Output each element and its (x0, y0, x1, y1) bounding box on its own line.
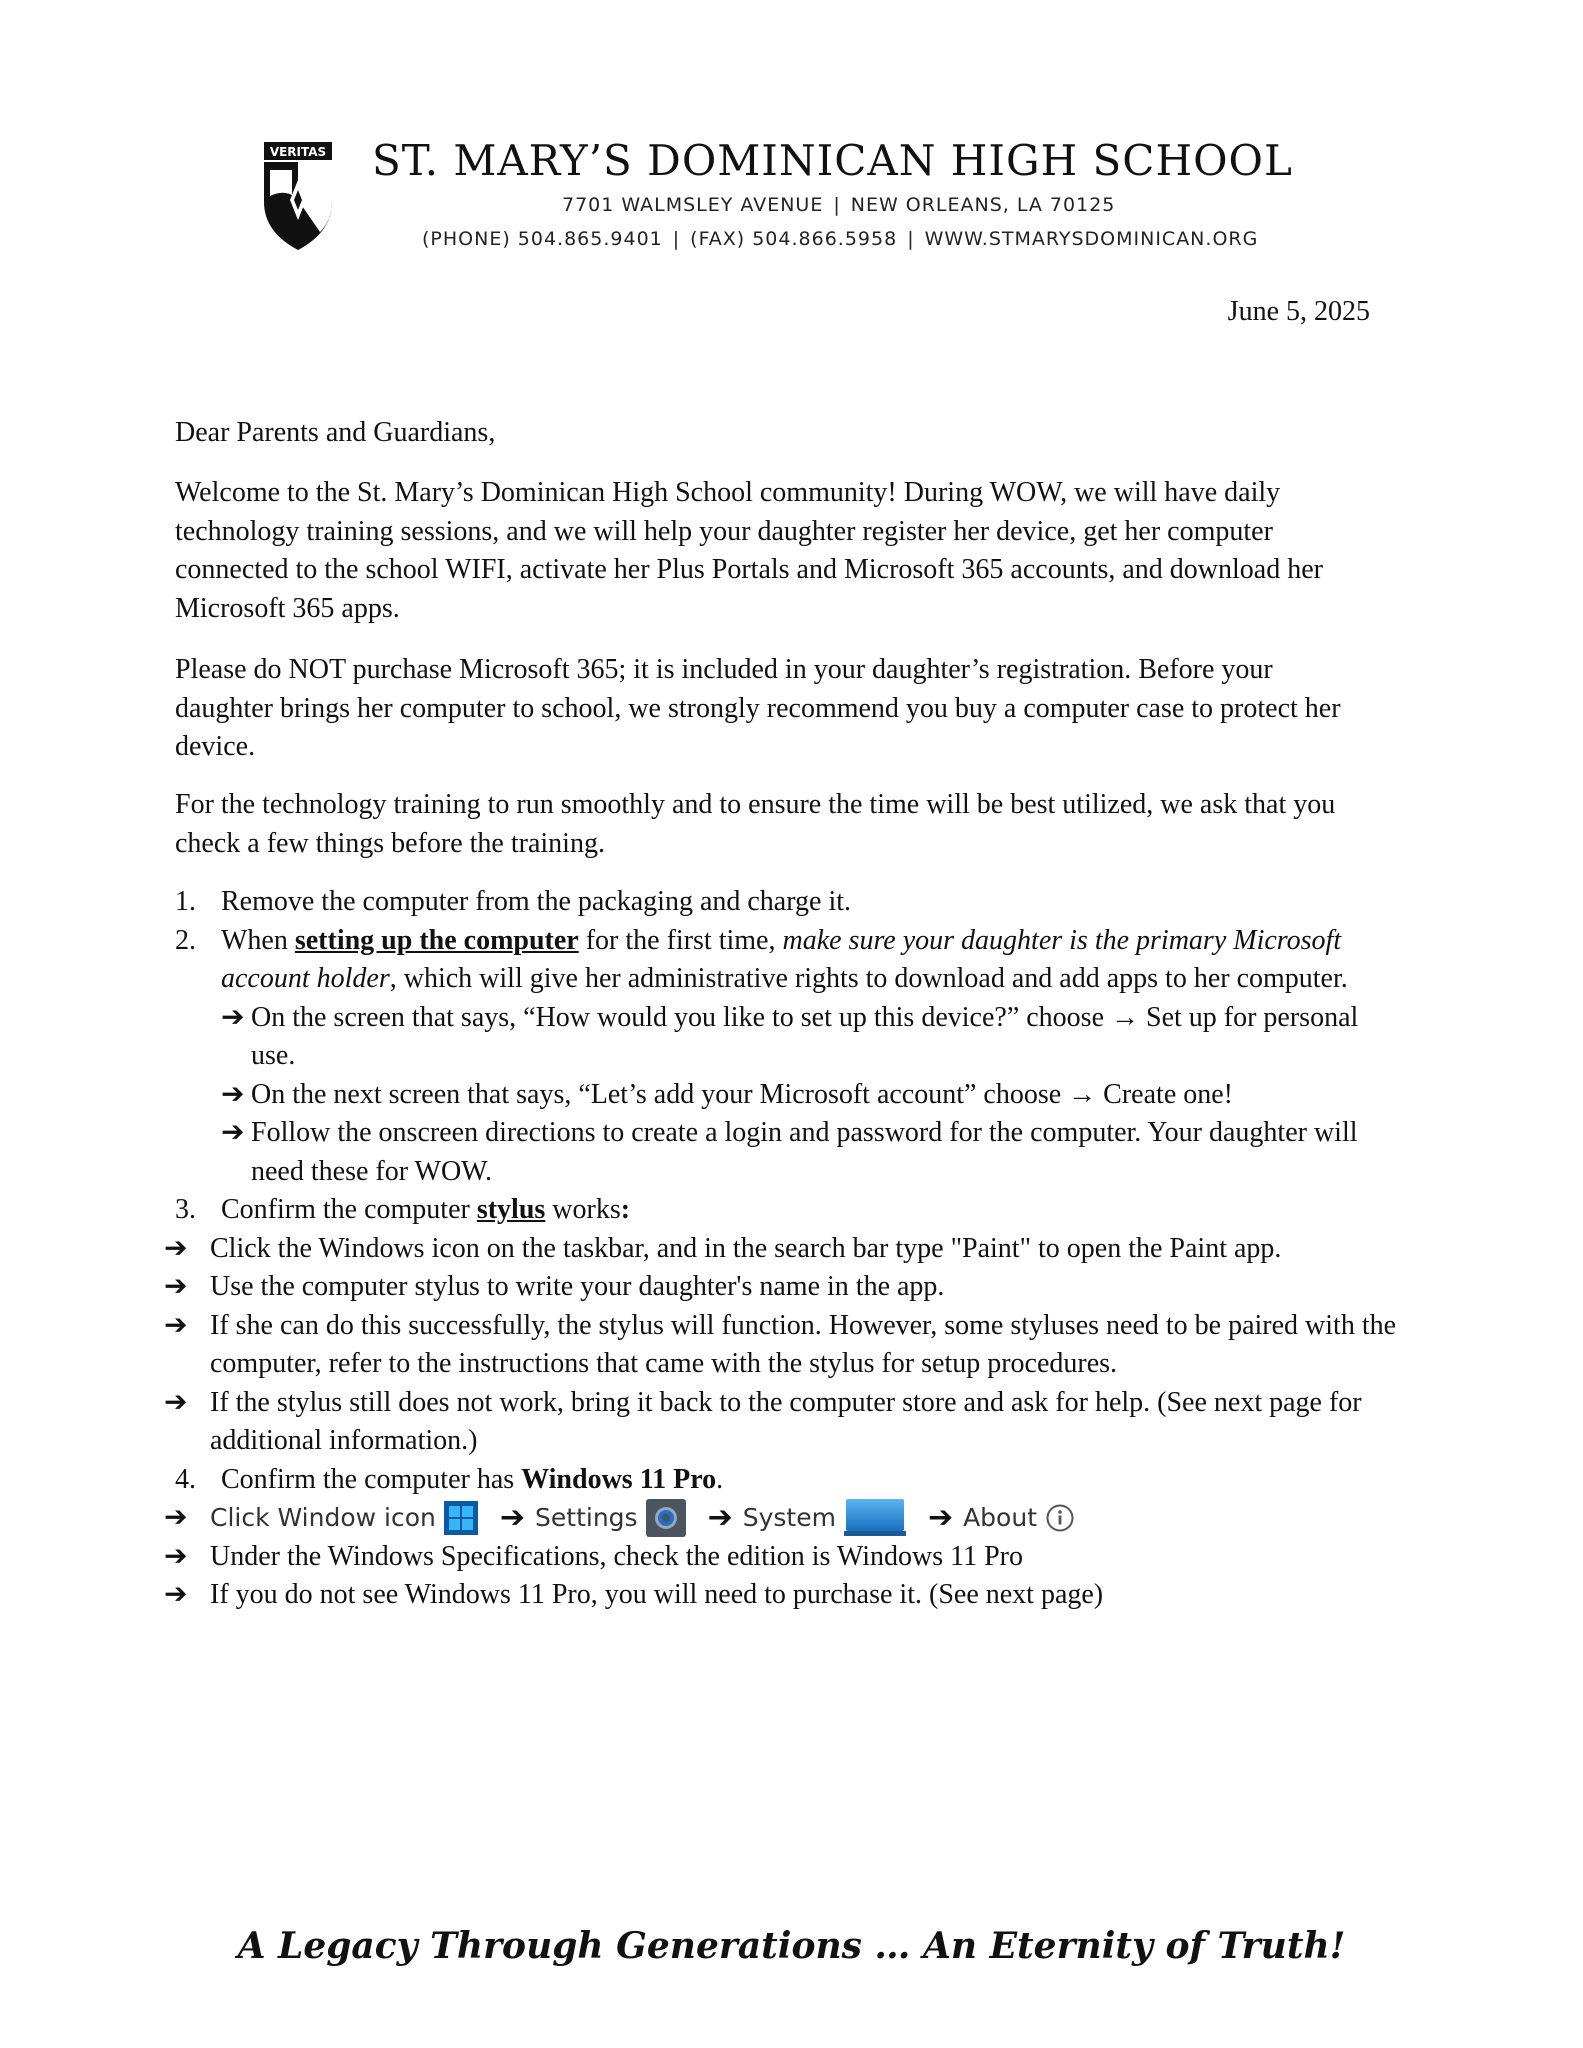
arrow-icon: ➔ (164, 1502, 188, 1533)
settings-gear-icon (646, 1499, 686, 1537)
arrow-icon: ➔ (164, 1232, 188, 1264)
arrow-icon: ➔ (164, 1271, 188, 1302)
website: WWW.STMARYSDOMINICAN.ORG (924, 228, 1259, 250)
address-city: NEW ORLEANS, LA 70125 (850, 194, 1116, 216)
sub-item-text: If you do not see Windows 11 Pro, you will need to purchase it. (See next page) (210, 1579, 1104, 1610)
sub-item-text: On the next screen that says, “Let’s add your Microsoft account” choose → Create one! (251, 1078, 1233, 1110)
list-number: 4. (175, 1463, 196, 1495)
settings-path (129, 1499, 1405, 1538)
fax: (FAX) 504.866.5958 (690, 228, 898, 250)
phone: (PHONE) 504.865.9401 (422, 228, 663, 250)
arrow-icon: ➔ (164, 1579, 188, 1610)
stylus-link[interactable]: stylus (476, 1194, 546, 1225)
sub-item (129, 1307, 1405, 1384)
sub-item (129, 1268, 1405, 1307)
arrow-icon: ➔ (164, 1309, 188, 1341)
sub-item (129, 1384, 1405, 1461)
checklist (164, 883, 1405, 1615)
arrow-icon: ➔ (221, 1001, 245, 1033)
step-text: , which will give her administrative rights to download and add apps to her computer. (389, 963, 1348, 994)
path-about-label: About (963, 1503, 1037, 1532)
sub-item (129, 1230, 1405, 1269)
windows-11-pro-text: Windows 11 Pro (521, 1463, 717, 1495)
list-item (175, 1461, 1405, 1500)
step-text: works (545, 1194, 621, 1225)
address-street: 7701 WALMSLEY AVENUE (562, 194, 824, 216)
arrow-icon: ➔ (164, 1540, 188, 1572)
info-icon (1045, 1503, 1075, 1533)
list-number: 2. (175, 924, 196, 956)
sub-item-text: Click the Windows icon on the taskbar, and in the search bar type "Paint" to open the Paint app. (210, 1232, 1282, 1264)
setup-link[interactable]: setting up the computer (294, 924, 579, 956)
separator: | (907, 228, 915, 250)
path-settings-label: Settings (535, 1503, 638, 1532)
sub-item (221, 1076, 1405, 1115)
sub-item-text: If she can do this successfully, the stylus will function. However, some styluses need to be paired with the computer, refer to the instructions that came with the stylus for setup procedures. (210, 1309, 1397, 1379)
sub-item-text: On the screen that says, “How would you like to set up this device?” choose → Set up for personal use. (251, 1001, 1359, 1071)
right-arrow-icon: ➔ (707, 1500, 733, 1535)
arrow-icon: ➔ (164, 1386, 188, 1418)
step-text: Confirm the computer (221, 1194, 477, 1225)
school-address (562, 194, 1115, 216)
right-arrow-icon: ➔ (927, 1500, 954, 1535)
step-text: for the first time, (578, 924, 783, 956)
separator: | (672, 228, 681, 250)
sub-item (129, 1576, 1405, 1615)
salutation: Dear Parents and Guardians, (175, 417, 496, 448)
sub-item (221, 1114, 1405, 1191)
step-text: : (620, 1194, 631, 1225)
step-text: Confirm the computer has (221, 1463, 522, 1495)
list-number: 3. (175, 1194, 196, 1225)
separator: | (833, 194, 841, 216)
sub-item-text: If the stylus still does not work, bring it back to the computer store and ask for help. (See next page for additional information.) (210, 1386, 1362, 1456)
step-text: . (716, 1463, 724, 1495)
paragraph-welcome: Welcome to the St. Mary’s Dominican High School community! During WOW, we will have daily technology training sessions, and we will help your daughter register her device, get her computer connected to the school WIFI, activate her Plus Portals and Microsoft 365 accounts, and download her Microsoft 365 apps. (175, 477, 1323, 624)
paragraph-training: For the technology training to run smoothly and to ensure the time will be best utilized, we ask that you check a few things before the training. (175, 789, 1336, 859)
right-arrow-icon: ➔ (499, 1500, 526, 1535)
step-text: When (221, 924, 295, 956)
paragraph-microsoft-365: Please do NOT purchase Microsoft 365; it is included in your daughter’s registration. Before your daughter brings her computer to school, we strongly recommend you buy a computer case to protect her device. (175, 654, 1341, 762)
list-item (175, 883, 1405, 922)
school-crest-logo (262, 140, 334, 252)
arrow-icon: ➔ (221, 1117, 245, 1148)
list-number: 1. (175, 886, 196, 917)
sub-item-text: Follow the onscreen directions to create a login and password for the computer. Your daughter will need these for WOW. (251, 1117, 1358, 1187)
sub-item-text: Use the computer stylus to write your daughter's name in the app. (210, 1271, 945, 1302)
svg-text:VERITAS: VERITAS (269, 145, 327, 159)
arrow-icon: ➔ (221, 1078, 245, 1110)
emphasis-text: make sure your daughter is the primary Microsoft account holder (221, 924, 1342, 994)
settings-path-row (210, 1499, 1405, 1538)
letterhead (262, 136, 1322, 256)
sub-item-text: Under the Windows Specifications, check the edition is Windows 11 Pro (210, 1540, 1023, 1572)
windows-logo-icon (444, 1501, 478, 1535)
school-contact (422, 228, 1258, 250)
path-system-label: System (742, 1503, 836, 1532)
sub-item (129, 1538, 1405, 1577)
list-item (175, 922, 1405, 1192)
letter-date: June 5, 2025 (1227, 296, 1370, 327)
school-name: ST. MARY’S DOMINICAN HIGH SCHOOL (372, 136, 1293, 185)
list-item (175, 1191, 1405, 1230)
path-click-label: Click Window icon (210, 1503, 436, 1532)
step-text: Remove the computer from the packaging and charge it. (221, 886, 852, 917)
system-display-icon (844, 1499, 906, 1537)
footer-motto: A Legacy Through Generations … An Eternity of Truth! (237, 1925, 1346, 1967)
sub-item (221, 999, 1405, 1076)
